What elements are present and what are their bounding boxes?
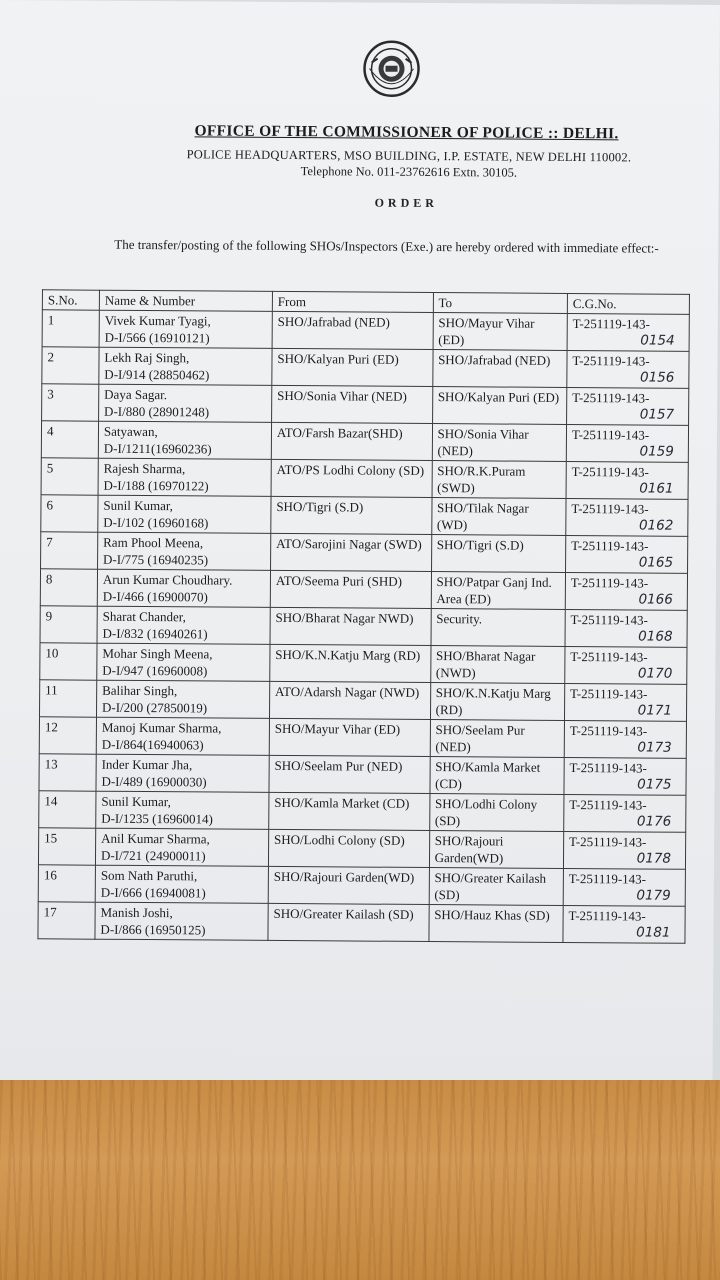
officer-number: D-I/914 (28850462) <box>104 366 210 383</box>
cg-number-handwritten: 0156 <box>639 369 675 386</box>
cg-number-handwritten: 0157 <box>639 406 675 423</box>
cell-from: ATO/Sarojini Nagar (SWD) <box>270 533 431 571</box>
cell-sno: 14 <box>39 791 96 828</box>
cell-to: SHO/Lodhi Colony (SD) <box>429 794 564 832</box>
officer-name: Balihar Singh, <box>102 682 178 699</box>
officer-number: D-I/866 (16950125) <box>100 921 206 938</box>
officer-name: Sunil Kumar, <box>103 497 174 514</box>
cell-name <box>97 532 270 570</box>
officer-number: D-I/200 (27850019) <box>101 699 208 716</box>
cell-cgno <box>567 313 689 351</box>
cg-number-handwritten: 0176 <box>636 813 672 830</box>
col-from: From <box>272 291 433 312</box>
officer-name: Som Nath Paruthi, <box>100 867 198 884</box>
cell-from: SHO/Tigri (S.D) <box>271 496 432 534</box>
cg-number-handwritten: 0162 <box>638 517 674 534</box>
cg-number-printed: T-251119-143- <box>569 722 648 739</box>
cell-to: SHO/Jafrabad (NED) <box>432 350 567 388</box>
cg-number-handwritten: 0168 <box>638 628 673 645</box>
cell-cgno <box>565 572 687 610</box>
cell-cgno <box>565 535 687 573</box>
cell-cgno <box>563 831 685 869</box>
cell-sno: 7 <box>41 532 98 569</box>
cell-to: SHO/Mayur Vihar (ED) <box>433 313 568 351</box>
cell-to: SHO/K.N.Katju Marg (RD) <box>430 683 565 721</box>
cell-cgno <box>564 683 686 721</box>
officer-number: D-I/666 (16940081) <box>100 884 206 901</box>
cell-sno: 13 <box>39 754 96 791</box>
cell-sno: 6 <box>41 495 98 532</box>
cell-cgno <box>566 387 688 425</box>
cell-from: SHO/Lodhi Colony (SD) <box>268 829 429 867</box>
table-row <box>41 458 688 500</box>
officer-name: Anil Kumar Sharma, <box>101 830 210 847</box>
cell-to: SHO/Sonia Vihar (NED) <box>432 424 567 462</box>
cell-cgno <box>564 794 686 832</box>
cell-name <box>97 643 270 681</box>
cg-number-printed: T-251119-143- <box>568 833 647 850</box>
table-row <box>38 828 685 870</box>
cg-number-printed: T-251119-143- <box>570 574 649 591</box>
cell-sno: 4 <box>41 421 98 458</box>
table-row <box>39 680 686 722</box>
cell-sno: 2 <box>42 347 99 384</box>
cell-sno: 11 <box>39 680 96 717</box>
cell-to: Security. <box>431 609 566 647</box>
order-heading: ORDER <box>374 195 438 211</box>
cg-number-handwritten: 0173 <box>637 739 672 756</box>
cell-name <box>99 310 272 348</box>
officer-name: Rajesh Sharma, <box>103 460 186 477</box>
table-row <box>41 532 688 574</box>
officer-number: D-I/947 (16960008) <box>102 662 208 679</box>
cell-name <box>95 828 268 866</box>
office-telephone: Telephone No. 011-23762616 Extn. 30105. <box>300 164 518 180</box>
cell-cgno <box>565 609 687 647</box>
cg-number-printed: T-251119-143- <box>568 907 646 924</box>
officer-name: Manish Joshi, <box>100 904 173 921</box>
col-name: Name & Number <box>99 290 272 311</box>
table-row <box>38 902 685 944</box>
transfer-table <box>37 289 690 944</box>
cell-sno: 1 <box>42 310 99 347</box>
cell-cgno <box>563 905 685 943</box>
table-row <box>41 495 688 537</box>
cell-to: SHO/R.K.Puram (SWD) <box>432 461 567 499</box>
cell-from: SHO/Bharat Nagar NWD) <box>270 607 431 645</box>
cell-name <box>98 421 271 459</box>
cell-name <box>97 606 270 644</box>
table-row <box>39 754 686 796</box>
cg-number-handwritten: 0171 <box>637 702 673 719</box>
cell-to: SHO/Rajouri Garden(WD) <box>429 831 564 869</box>
cell-to: SHO/Greater Kailash (SD) <box>429 868 564 906</box>
cell-name <box>96 717 269 755</box>
cg-number-printed: T-251119-143- <box>568 870 647 887</box>
cell-name <box>96 680 269 718</box>
col-to: To <box>433 293 567 314</box>
officer-name: Arun Kumar Choudhary. <box>102 571 233 588</box>
table-row <box>39 791 686 833</box>
cell-from: SHO/Sonia Vihar (NED) <box>271 385 432 423</box>
officer-number: D-I/1211(16960236) <box>103 440 212 457</box>
cg-number-handwritten: 0161 <box>639 480 674 497</box>
cell-cgno <box>564 720 686 758</box>
cell-sno: 17 <box>38 902 95 939</box>
cell-cgno <box>567 350 689 388</box>
cg-number-printed: T-251119-143- <box>569 759 647 776</box>
cell-sno: 15 <box>38 828 95 865</box>
cell-to: SHO/Kamla Market (CD) <box>430 757 565 795</box>
cg-number-printed: T-251119-143- <box>569 796 647 813</box>
cell-name <box>99 347 272 385</box>
officer-number: D-I/864(16940063) <box>101 736 204 753</box>
cell-name <box>98 495 271 533</box>
cg-number-handwritten: 0166 <box>638 591 673 608</box>
cg-number-handwritten: 0178 <box>636 850 672 867</box>
officer-number: D-I/721 (24900011) <box>100 847 206 864</box>
cg-number-printed: T-251119-143- <box>571 464 649 480</box>
cell-to: SHO/Bharat Nagar (NWD) <box>430 646 565 684</box>
officer-number: D-I/466 (16900070) <box>102 588 208 605</box>
cell-from: SHO/Kamla Market (CD) <box>269 792 430 830</box>
cell-sno: 5 <box>41 458 98 495</box>
cell-name <box>95 902 268 940</box>
cell-from: SHO/Greater Kailash (SD) <box>268 903 429 941</box>
officer-number: D-I/566 (16910121) <box>104 329 210 346</box>
officer-number: D-I/489 (16900030) <box>101 773 207 790</box>
cell-name <box>95 865 268 903</box>
cg-number-printed: T-251119-143- <box>570 611 648 628</box>
officer-name: Lekh Raj Singh, <box>104 349 190 366</box>
cell-to: SHO/Tigri (S.D) <box>431 535 566 573</box>
cell-from: ATO/Adarsh Nagar (NWD) <box>269 681 430 719</box>
cell-from: ATO/Farsh Bazar(SHD) <box>271 422 432 460</box>
cell-to: SHO/Hauz Khas (SD) <box>429 905 564 943</box>
office-address: POLICE HEADQUARTERS, MSO BUILDING, I.P. ESTATE, NEW DELHI 110002. <box>186 147 632 165</box>
cell-sno: 8 <box>40 569 97 606</box>
cg-number-printed: T-251119-143- <box>570 648 648 665</box>
table-row <box>39 717 686 759</box>
cell-name <box>98 458 271 496</box>
cg-number-printed: T-251119-143- <box>572 316 650 332</box>
cell-name <box>99 384 272 422</box>
table-row <box>42 384 689 426</box>
cg-number-printed: T-251119-143- <box>571 538 649 554</box>
cell-cgno <box>566 424 688 462</box>
col-cgno: C.G.No. <box>567 293 689 314</box>
cell-to: SHO/Kalyan Puri (ED) <box>432 387 567 425</box>
officer-number: D-I/832 (16940261) <box>102 625 208 642</box>
cg-number-handwritten: 0165 <box>638 554 674 571</box>
cell-name <box>97 569 270 607</box>
cell-cgno <box>563 868 685 906</box>
cell-name <box>96 791 269 829</box>
cg-number-printed: T-251119-143- <box>572 390 650 406</box>
cell-to: SHO/Tilak Nagar (WD) <box>431 498 566 536</box>
officer-number: D-I/102 (16960168) <box>103 514 209 531</box>
table-row <box>40 606 687 648</box>
table-row <box>40 569 687 611</box>
officer-name: Daya Sagar. <box>104 386 168 403</box>
cell-from: SHO/K.N.Katju Marg (RD) <box>270 644 431 682</box>
cell-sno: 9 <box>40 606 97 643</box>
cell-from: SHO/Rajouri Garden(WD) <box>268 866 429 904</box>
office-title: OFFICE OF THE COMMISSIONER OF POLICE :: DELHI. <box>194 122 619 143</box>
cell-sno: 16 <box>38 865 95 902</box>
cg-number-printed: T-251119-143- <box>571 427 650 443</box>
cg-number-handwritten: 0175 <box>637 776 672 793</box>
officer-name: Manoj Kumar Sharma, <box>101 719 222 736</box>
cell-from: SHO/Mayur Vihar (ED) <box>269 718 430 756</box>
cell-sno: 12 <box>39 717 96 754</box>
officer-name: Inder Kumar Jha, <box>101 756 193 773</box>
table-row <box>41 421 688 463</box>
officer-name: Mohar Singh Meena, <box>102 645 213 662</box>
cell-from: SHO/Kalyan Puri (ED) <box>272 348 433 386</box>
cell-cgno <box>564 757 686 795</box>
officer-number: D-I/188 (16970122) <box>103 477 209 494</box>
officer-number: D-I/1235 (16960014) <box>101 810 213 827</box>
col-sno: S.No. <box>42 290 99 310</box>
cg-number-handwritten: 0159 <box>639 443 674 460</box>
cg-number-handwritten: 0170 <box>637 665 673 682</box>
cg-number-printed: T-251119-143- <box>572 353 650 369</box>
officer-name: Sharat Chander, <box>102 608 186 625</box>
cg-number-printed: T-251119-143- <box>571 501 649 517</box>
cell-sno: 3 <box>42 384 99 421</box>
cg-number-printed: T-251119-143- <box>570 685 648 702</box>
table-row <box>42 310 689 352</box>
delhi-police-seal-icon <box>361 39 421 99</box>
officer-name: Satyawan, <box>103 423 158 440</box>
cell-sno: 10 <box>40 643 97 680</box>
cg-number-handwritten: 0181 <box>636 924 671 941</box>
officer-name: Sunil Kumar, <box>101 793 171 810</box>
cell-cgno <box>566 461 688 499</box>
cell-to: SHO/Seelam Pur (NED) <box>430 720 565 758</box>
officer-name: Vivek Kumar Tyagi, <box>104 312 211 329</box>
cell-from: ATO/PS Lodhi Colony (SD) <box>271 459 432 497</box>
officer-number: D-I/880 (28901248) <box>104 403 210 420</box>
wooden-table-surface <box>0 1080 720 1280</box>
cell-name <box>96 754 269 792</box>
cell-cgno <box>565 646 687 684</box>
cell-to: SHO/Patpar Ganj Ind. Area (ED) <box>431 572 566 610</box>
intro-paragraph: The transfer/posting of the following SHOs/Inspectors (Exe.) are hereby ordered with immediate effect:- <box>114 236 659 256</box>
cg-number-handwritten: 0154 <box>640 332 675 349</box>
cell-from: ATO/Seema Puri (SHD) <box>270 570 431 608</box>
officer-number: D-I/775 (16940235) <box>102 551 209 568</box>
table-row <box>42 347 689 389</box>
table-row <box>38 865 685 907</box>
cell-from: SHO/Jafrabad (NED) <box>272 311 433 349</box>
cg-number-handwritten: 0179 <box>636 887 671 904</box>
cell-from: SHO/Seelam Pur (NED) <box>269 755 430 793</box>
officer-name: Ram Phool Meena, <box>103 534 204 551</box>
table-row <box>40 643 687 685</box>
cell-cgno <box>566 498 688 536</box>
